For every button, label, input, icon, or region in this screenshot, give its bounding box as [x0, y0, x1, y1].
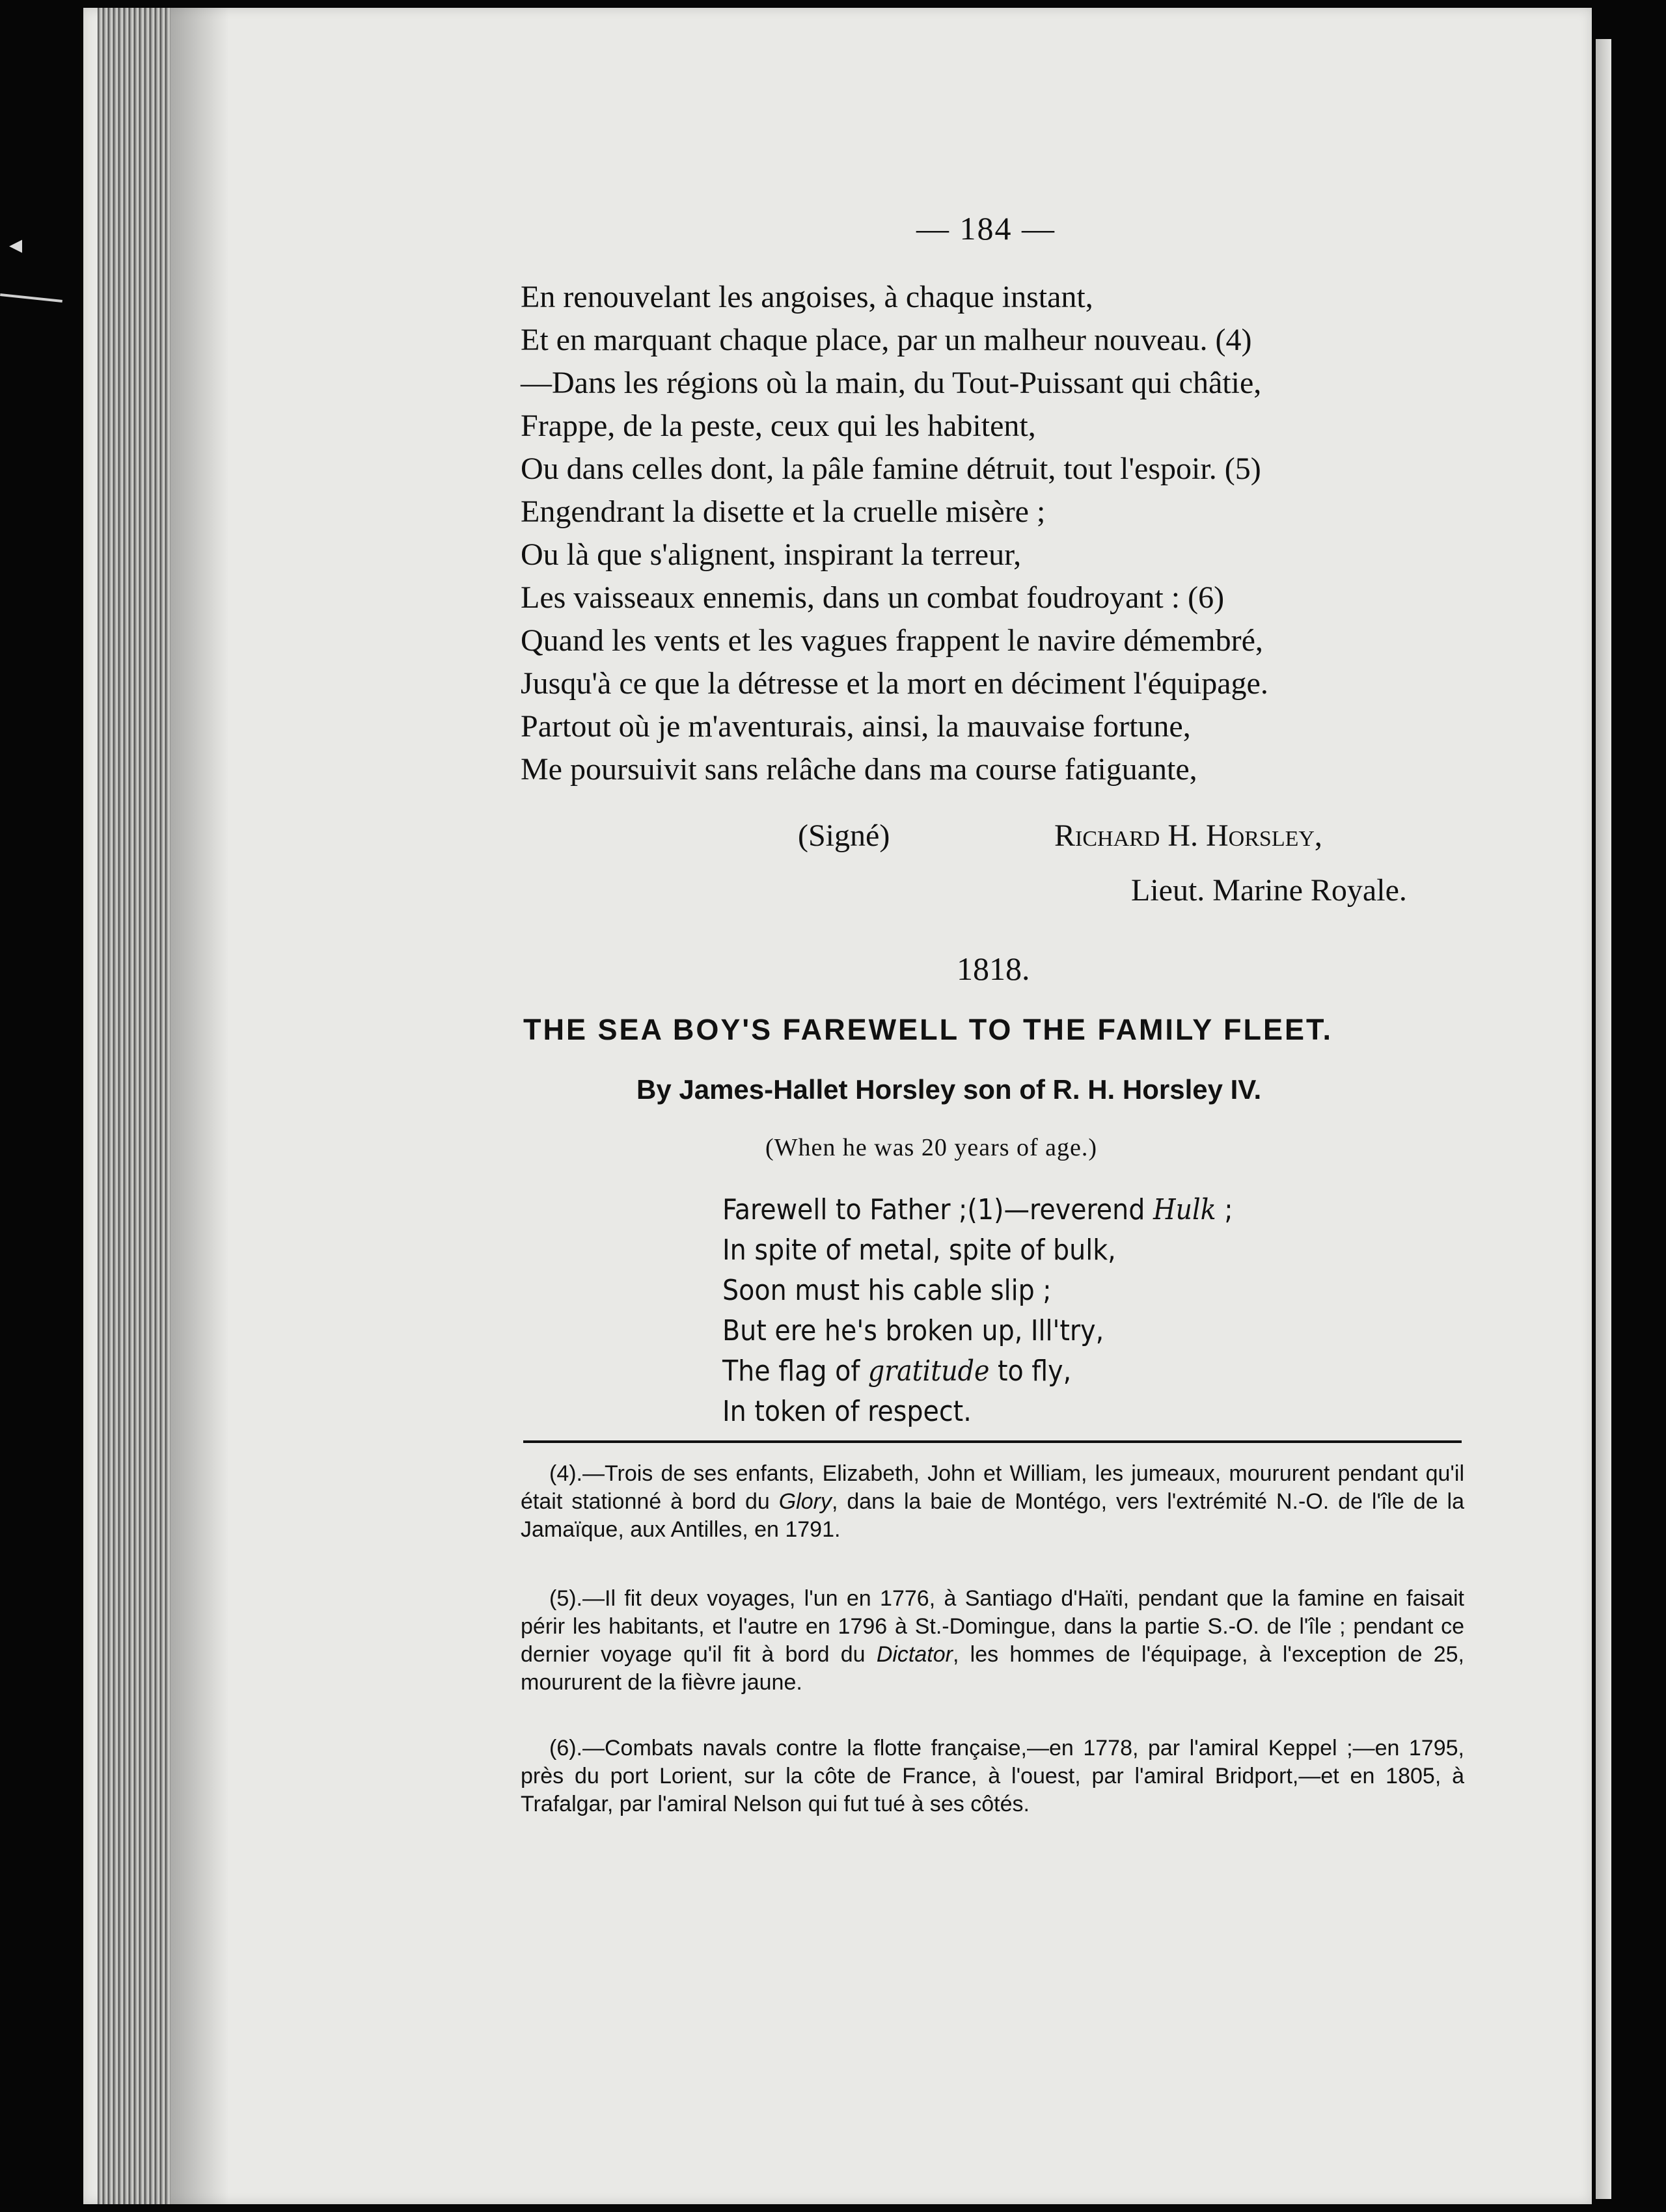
- verse-line: —Dans les régions où la main, du Tout-Puissant qui châtie,: [521, 366, 1262, 400]
- poem-line: Farewell to Father ;(1)—reverend Hulk ;: [722, 1193, 1233, 1226]
- footnote-divider: [523, 1440, 1462, 1443]
- verse-line: Les vaisseaux ennemis, dans un combat foudroyant : (6): [521, 580, 1225, 615]
- footnote-4: (4).—Trois de ses enfants, Elizabeth, John et William, les jumeaux, moururent pendant qu'il était stationné à bord du Glory, dans la baie de Montégo, vers l'extrémité N.-O. de l'île de la Jamaïque, aux Antilles, en 1791.: [521, 1461, 1464, 1542]
- verse-line: Ou dans celles dont, la pâle famine détruit, tout l'espoir. (5): [521, 452, 1261, 486]
- poem-byline: By James-Hallet Horsley son of R. H. Horsley IV.: [636, 1074, 1262, 1105]
- verse-line: Et en marquant chaque place, par un malheur nouveau. (4): [521, 323, 1252, 357]
- signed-label: (Signé): [798, 818, 890, 853]
- facing-page-edge: [1596, 39, 1611, 2199]
- poem-line: In spite of metal, spite of bulk,: [722, 1234, 1116, 1267]
- verse-line: Frappe, de la peste, ceux qui les habitent,: [521, 409, 1036, 443]
- verse-line: Quand les vents et les vagues frappent le navire démembré,: [521, 623, 1263, 658]
- footnote-6: (6).—Combats navals contre la flotte française,—en 1778, par l'amiral Keppel ;—en 1795, près du port Lorient, sur la côte de France, à l'ouest, par l'amiral Bridport,—et en 1805, à Trafalgar, par l'amiral Nelson qui fut tué à ses côtés.: [521, 1736, 1464, 1816]
- verse-line: Engendrant la disette et la cruelle misère ;: [521, 494, 1046, 529]
- verse-line: Me poursuivit sans relâche dans ma course fatiguante,: [521, 752, 1197, 787]
- verse-line: Jusqu'à ce que la détresse et la mort en déciment l'équipage.: [521, 666, 1268, 701]
- poem-line: But ere he's broken up, Ill'try,: [722, 1314, 1104, 1347]
- gutter-shadow: [171, 8, 229, 2204]
- scan-artifact-mark: ◂: [9, 230, 23, 259]
- page-number: — 184 —: [916, 210, 1056, 247]
- verse-line: En renouvelant les angoises, à chaque instant,: [521, 280, 1093, 314]
- page-edges: [98, 8, 171, 2204]
- poem-title: THE SEA BOY'S FAREWELL TO THE FAMILY FLEET.: [523, 1013, 1333, 1046]
- poem-line: The flag of gratitude to fly,: [722, 1355, 1072, 1388]
- poem-line: In token of respect.: [722, 1395, 972, 1428]
- footnote-5: (5).—Il fit deux voyages, l'un en 1776, à Santiago d'Haïti, pendant que la famine en faisait périr les habitants, et l'autre en 1796 à St.-Domingue, dans la partie S.-O. de l'île ; pendant ce dernier voyage qu'il fit à bord du Dictator, les hommes de l'équipage, à l'exception de 25, moururent de la fièvre jaune.: [521, 1586, 1464, 1695]
- verse-line: Partout où je m'aventurais, ainsi, la mauvaise fortune,: [521, 709, 1191, 744]
- signatory-name: Richard H. Horsley,: [1054, 818, 1322, 853]
- poem-note: (When he was 20 years of age.): [765, 1134, 1098, 1161]
- verse-line: Ou là que s'alignent, inspirant la terreur,: [521, 537, 1022, 572]
- signatory-rank: Lieut. Marine Royale.: [1131, 873, 1407, 908]
- poem-year: 1818.: [957, 951, 1030, 987]
- poem-line: Soon must his cable slip ;: [722, 1274, 1052, 1307]
